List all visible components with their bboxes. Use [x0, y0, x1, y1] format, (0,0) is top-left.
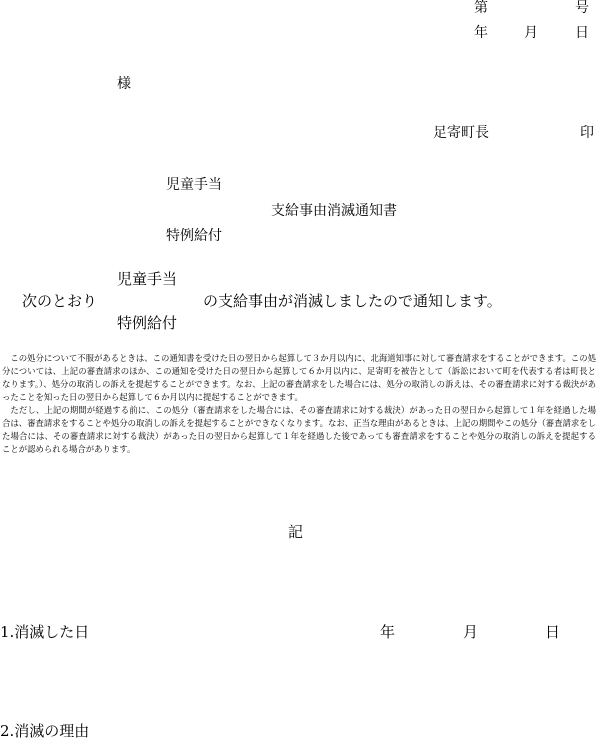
title-option-child-allowance: 児童手当 [166, 177, 222, 193]
seal-mark: 印 [580, 125, 594, 141]
body-option-child-allowance: 児童手当 [117, 270, 178, 288]
sender-name: 足寄町長 [433, 125, 489, 141]
document-number-prefix: 第 [474, 0, 488, 16]
item-extinction-month-label: 月 [463, 623, 479, 641]
body-option-special-benefit: 特例給付 [117, 314, 178, 332]
appeal-notice-paragraph: この処分について不服があるときは、この通知書を受けた日の翌日から起算して３か月以内に、北海道知事に対して審査請求をすることができます。この処分については、上記の審査請求のほか、この通知を受けた日の翌日から起算して６か月以内に、足寄町を被告として（訴訟において町を代表する者は町長となります。）、処分の取消しの訴えを提起することができます。なお、上記の審査請求をした場合には、処分の取消しの訴えは、その審査請求に対する裁決があったことを知った日の翌日から起算して６か月以内に提起することができます。 [2, 353, 596, 402]
date-day-label: 日 [575, 25, 589, 41]
body-lead-text: 次のとおり [22, 292, 98, 310]
item-extinction-year-label: 年 [380, 623, 396, 641]
ki-heading: 記 [288, 523, 304, 541]
addressee-honorific: 様 [117, 76, 131, 92]
appeal-notice-paragraph: ただし、上記の期間が経過する前に、この処分（審査請求をした場合には、その審査請求に対する裁決）があった日の翌日から起算して１年を経過した場合は、審査請求をすることや処分の取消しの訴えを提起することができなくなります。なお、正当な理由があるときは、上記の期間やこの処分（審査請求をした場合には、その審査請求に対する裁決）があった日の翌日から起算して１年を経過した後であっても審査請求をすることや処分の取消しの訴えを提起することが認められる場合があります。 [2, 405, 596, 454]
date-year-label: 年 [474, 25, 488, 41]
title-option-special-benefit: 特例給付 [166, 228, 222, 244]
item-extinction-reason-label: 2.消滅の理由 [0, 722, 90, 740]
document-title: 支給事由消滅通知書 [271, 203, 397, 219]
item-extinction-date-label: 1.消滅した日 [0, 623, 90, 641]
document-number-suffix: 号 [575, 0, 589, 16]
date-month-label: 月 [524, 25, 538, 41]
appeal-notice [2, 352, 596, 456]
item-extinction-day-label: 日 [545, 623, 561, 641]
body-main-text: の支給事由が消滅しましたので通知します。 [203, 292, 502, 310]
